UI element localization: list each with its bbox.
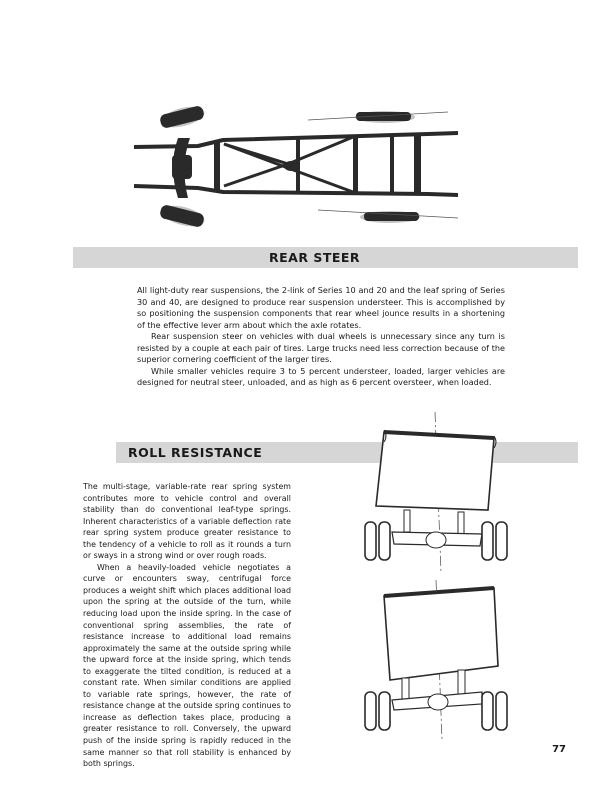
rear-steer-band (73, 247, 578, 268)
rear-steer-paragraph-2: Rear suspension steer on vehicles with dual wheels is unnecessary since any turn is resisted by a couple at each pair of tires. Large trucks need less correction because of the superior cornering coefficient of the larger tires. (137, 331, 505, 365)
roll-resistance-heading: ROLL RESISTANCE (128, 445, 263, 460)
rear-steer-heading: REAR STEER (269, 250, 361, 265)
rear-steer-paragraph-1: All light-duty rear suspensions, the 2-link of Series 10 and 20 and the leaf spring of Series 30 and 40, are designed to produce rear suspension understeer. This is accomplished by so positioning the suspension components that rear wheel jounce results in a shortening of the effective lever arm about which the axle rotates. (137, 285, 505, 330)
roll-resistance-paragraph-1: The multi-stage, variable-rate rear spring system contributes more to vehicle control and overall stability than do conventional leaf-type springs. Inherent characteristics of a variable deflection rate rear spring system produce greater resistance to the tendency of a vehicle to roll as it rounds a turn or sways in a strong wind or over rough roads. (83, 482, 291, 561)
roll-resistance-text (83, 481, 291, 770)
chassis-frame-illustration (128, 100, 468, 230)
roll-resistance-paragraph-2: When a heavily-loaded vehicle negotiates a curve or encounters sway, centrifugal force produces a weight shift which places additional load upon the spring at the outside of the turn, while reducing load upon the inside spring. In the case of conventional spring assemblies, the rate of resistance increase to additional load remains approximately the same at the outside spring while the upward force at the inside spring, which tends to exaggerate the tilted condition, is reduced at a constant rate. When similar conditions are applied to variable rate springs, however, the rate of resistance change at the outside spring continues to increase as deflection takes place, producing a greater resistance to roll. Conversely, the upward push of the inside spring is rapidly reduced in the same manner so that roll stability is enhanced by both springs. (83, 562, 291, 769)
page-number: 77 (552, 744, 566, 755)
roll-diagram-conventional (362, 412, 522, 572)
roll-diagram-variable-rate (362, 580, 522, 740)
rear-steer-paragraph-3: While smaller vehicles require 3 to 5 percent understeer, loaded, larger vehicles are designed for neutral steer, unloaded, and as high as 6 percent oversteer, when loaded. (137, 365, 505, 388)
rear-steer-text (137, 285, 505, 389)
